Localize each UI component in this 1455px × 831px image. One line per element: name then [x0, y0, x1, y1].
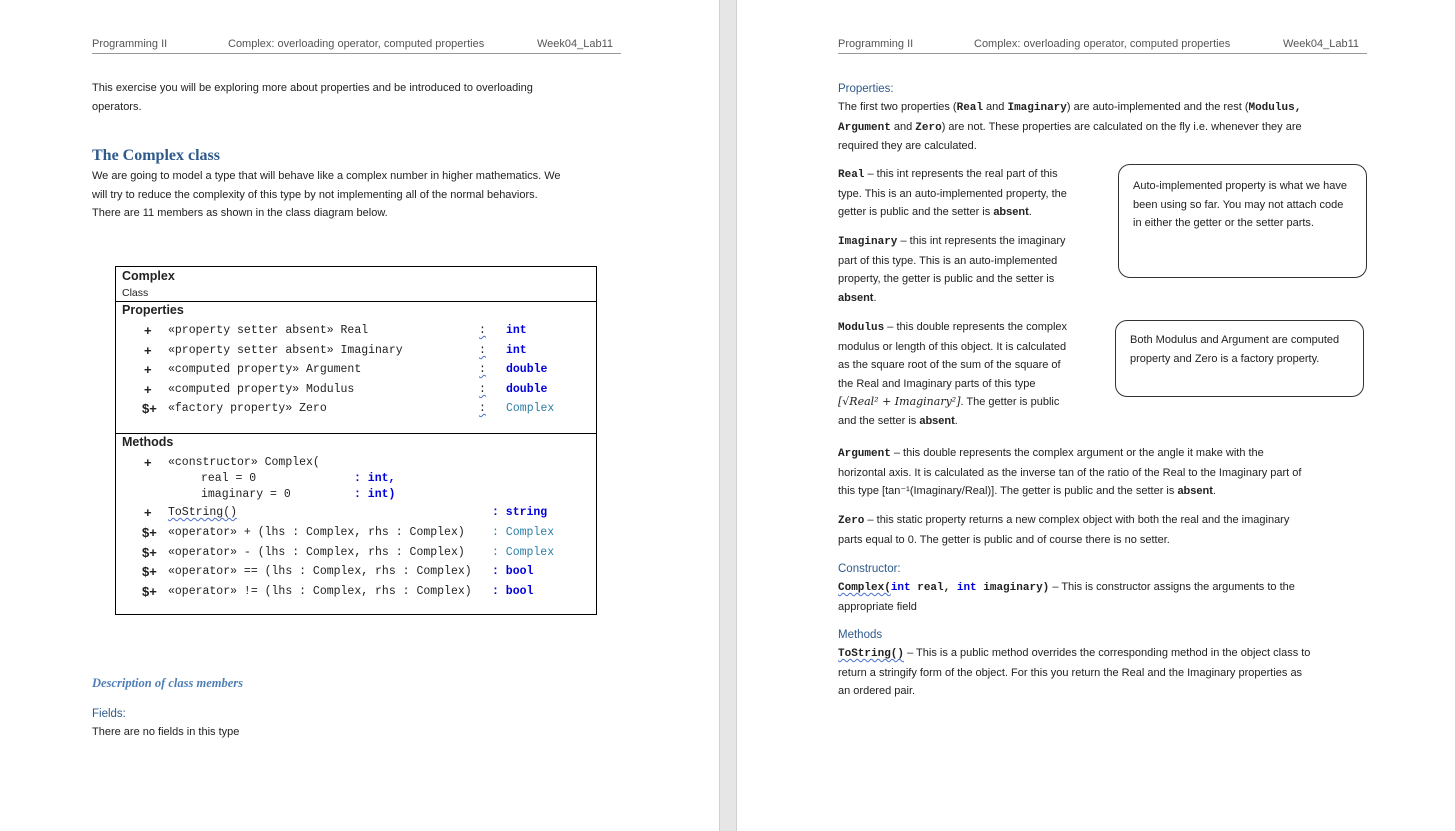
text-run: – this static property returns a new complex object with both the real and the imaginary: [864, 514, 1290, 526]
text-run: property, the getter is public and the setter is: [838, 273, 1055, 285]
text-run: ) are not. These properties are calculated on the fly i.e. whenever they are: [941, 120, 1302, 133]
code-keyword: int: [956, 582, 977, 594]
property-imaginary: «property setter absent» Imaginary: [168, 344, 403, 357]
document-page-right: [737, 0, 1455, 831]
intro-line: operators.: [92, 100, 142, 113]
text-run: ) are auto-implemented and the rest (: [1066, 101, 1249, 113]
argument-description: Argument – this double represents the complex argument or the angle it make with the horizontal axis. It is calculated as the inverse tan of the ratio of the Real to the Imaginary part of this type [tan⁻¹(Imaginary/Real)]. The getter is public and the setter is absent.: [838, 444, 1378, 501]
property-type: double: [506, 363, 548, 376]
code-zero: Zero: [915, 121, 942, 134]
fields-text: There are no fields in this type: [92, 726, 240, 738]
page-header: [838, 38, 1367, 54]
text-run: and: [983, 101, 1008, 113]
document-page-left: [0, 0, 719, 831]
code-param: imaginary): [976, 582, 1050, 594]
ctor-param-imaginary: imaginary = 0: [201, 488, 291, 501]
method-return-type: : bool: [492, 585, 534, 598]
visibility-static-public-icon: $+: [142, 545, 157, 560]
text-run: parts equal to 0. The getter is public and of course there is no setter.: [838, 533, 1170, 546]
code-imaginary: Imaginary: [838, 236, 898, 248]
ctor-param-type: : int,: [354, 472, 396, 485]
property-argument: «computed property» Argument: [168, 363, 362, 376]
tostring-description: [838, 644, 1378, 701]
class-name: Complex: [122, 269, 175, 283]
text-run: – This is a public method overrides the corresponding method in the object class to: [904, 647, 1311, 659]
code-modulus: Modulus: [838, 322, 885, 334]
imaginary-description: Imaginary – this int represents the imaginary part of this type. This is an auto-implemented property, the getter is public and the setter is absent.: [838, 232, 1103, 307]
constructor-signature: «constructor» Complex(: [168, 456, 320, 469]
type-colon: :: [479, 383, 486, 396]
text-run: and the setter is: [838, 414, 920, 427]
class-diagram: [115, 266, 597, 615]
text-run: – this int represents the real part of this: [864, 168, 1058, 180]
code-keyword: int: [890, 582, 911, 594]
header-topic: Complex: overloading operator, computed properties: [228, 38, 485, 50]
visibility-public-icon: +: [144, 455, 152, 470]
header-topic: Complex: overloading operator, computed properties: [974, 38, 1231, 50]
modulus-description: Modulus – this double represents the complex modulus or length of this object. It is calculated as the square root of the sum of the square of the Real and Imaginary parts of this type [√Real² + Imaginary²]. The getter is public and the setter is absent.: [838, 318, 1103, 430]
text-run: type. This is an auto-implemented property, the: [838, 187, 1067, 200]
visibility-static-public-icon: $+: [142, 564, 157, 579]
text-run: return a stringify form of the object. For this you return the Real and the Imaginary properties as: [838, 666, 1303, 679]
text-run: part of this type. This is an auto-implemented: [838, 254, 1058, 267]
properties-heading: Properties: [122, 303, 184, 317]
para-line: will try to reduce the complexity of this type by not implementing all of the normal behaviors.: [92, 188, 538, 201]
visibility-static-public-icon: $+: [142, 584, 157, 599]
method-return-type: : Complex: [492, 546, 555, 559]
code-param: real,: [910, 582, 957, 594]
modulus-formula: [√Real² + Imaginary²]: [838, 395, 961, 408]
code-argument: Argument: [838, 448, 891, 460]
methods-heading: Methods: [122, 435, 174, 449]
text-run: an ordered pair.: [838, 685, 916, 697]
property-type: int: [506, 344, 527, 357]
properties-heading: Properties:: [838, 83, 894, 95]
text-run: this type [tan⁻¹(Imaginary/Real)]. The getter is public and the setter is: [838, 485, 1178, 497]
text-run: the Real and Imaginary parts of this type: [838, 377, 1036, 390]
type-colon: :: [479, 402, 486, 415]
emphasis-absent: absent: [993, 206, 1029, 218]
code-real: Real: [956, 102, 983, 114]
para-line: There are 11 members as shown in the class diagram below.: [92, 207, 388, 219]
real-description: Real – this int represents the real part of this type. This is an auto-implemented property, the getter is public and the setter is absent.: [838, 165, 1103, 222]
code-constructor: Complex(: [838, 582, 891, 594]
constructor-description: [838, 578, 1378, 616]
code-zero: Zero: [838, 515, 865, 527]
class-kind: Class: [122, 287, 149, 299]
type-colon: :: [479, 344, 486, 357]
text-run: – This is constructor assigns the arguments to the: [1049, 581, 1295, 593]
property-zero: «factory property» Zero: [168, 402, 327, 415]
description-heading: Description of class members: [92, 676, 244, 690]
divider: [116, 433, 596, 434]
description-paragraph: [92, 167, 632, 223]
visibility-public-icon: +: [144, 362, 152, 377]
callout-auto-implemented: Auto-implemented property is what we have been using so far. You may not attach code in either the getter or the setter parts.: [1118, 164, 1367, 278]
emphasis-absent: absent: [919, 414, 955, 427]
zero-description: [838, 511, 1378, 549]
text-run: required they are calculated.: [838, 140, 977, 152]
visibility-public-icon: +: [144, 505, 152, 520]
text-run: getter is public and the setter is: [838, 206, 994, 218]
text-run: – this int represents the imaginary: [897, 235, 1066, 247]
emphasis-absent: absent: [838, 291, 874, 304]
code-real: Real: [838, 169, 865, 181]
header-course: Programming II: [92, 38, 168, 50]
text-run: – this double represents the complex argument or the angle it make with the: [890, 447, 1264, 459]
header-lab: Week04_Lab11: [537, 38, 614, 50]
properties-paragraph: [838, 98, 1358, 156]
intro-paragraph[interactable]: [92, 79, 632, 116]
property-type: Complex: [506, 402, 555, 415]
text-run: and: [890, 120, 916, 133]
visibility-static-public-icon: $+: [142, 525, 157, 540]
method-return-type: : Complex: [492, 526, 555, 539]
code-argument: Argument: [838, 121, 891, 134]
callout-computed-property: Both Modulus and Argument are computed property and Zero is a factory property.: [1115, 320, 1364, 397]
text-run: appropriate field: [838, 600, 917, 613]
code-tostring: ToString(): [838, 648, 905, 660]
ctor-param-real: real = 0: [201, 472, 257, 485]
method-operator-not-equal: «operator» != (lhs : Complex, rhs : Complex): [168, 585, 472, 598]
property-real: «property setter absent» Real: [168, 324, 369, 337]
visibility-public-icon: +: [144, 382, 152, 397]
method-operator-equal: «operator» == (lhs : Complex, rhs : Complex): [168, 565, 472, 578]
type-colon: :: [479, 363, 486, 376]
text-run: horizontal axis. It is calculated as the inverse tan of the ratio of the Real to the Imaginary part of: [838, 466, 1302, 479]
page-header: [92, 38, 621, 54]
method-return-type: : string: [492, 506, 548, 519]
text-run: – this double represents the complex: [884, 321, 1068, 333]
header-lab: Week04_Lab11: [1283, 38, 1360, 50]
method-return-type: : bool: [492, 565, 534, 578]
text-run: . The getter is public: [960, 396, 1060, 408]
text-run: as the square root of the sum of the square of: [838, 359, 1061, 371]
code-imaginary: Imaginary: [1007, 102, 1067, 114]
constructor-heading: Constructor:: [838, 563, 901, 575]
property-type: double: [506, 383, 548, 396]
text-run: The first two properties (: [838, 101, 957, 113]
visibility-public-icon: +: [144, 323, 152, 338]
para-line: We are going to model a type that will behave like a complex number in higher mathematics. We: [92, 170, 561, 182]
property-type: int: [506, 324, 527, 337]
section-title: The Complex class: [92, 147, 220, 164]
divider: [116, 301, 596, 302]
methods-heading: Methods: [838, 629, 883, 641]
emphasis-absent: absent: [1177, 485, 1213, 497]
type-colon: :: [479, 324, 486, 337]
fields-heading: Fields:: [92, 708, 126, 720]
visibility-static-public-icon: $+: [142, 401, 157, 416]
header-course: Programming II: [838, 38, 914, 50]
page-gap: [719, 0, 737, 831]
property-modulus: «computed property» Modulus: [168, 383, 355, 396]
intro-line: This exercise you will be exploring more about properties and be introduced to overloading: [92, 82, 533, 94]
text-run: modulus or length of this object. It is calculated: [838, 340, 1067, 353]
method-operator-plus: «operator» + (lhs : Complex, rhs : Complex): [168, 526, 465, 539]
ctor-param-type: : int): [354, 488, 396, 501]
code-modulus: Modulus,: [1248, 102, 1302, 114]
method-operator-minus: «operator» - (lhs : Complex, rhs : Complex): [168, 546, 465, 559]
visibility-public-icon: +: [144, 343, 152, 358]
method-tostring: ToString(): [168, 506, 238, 519]
